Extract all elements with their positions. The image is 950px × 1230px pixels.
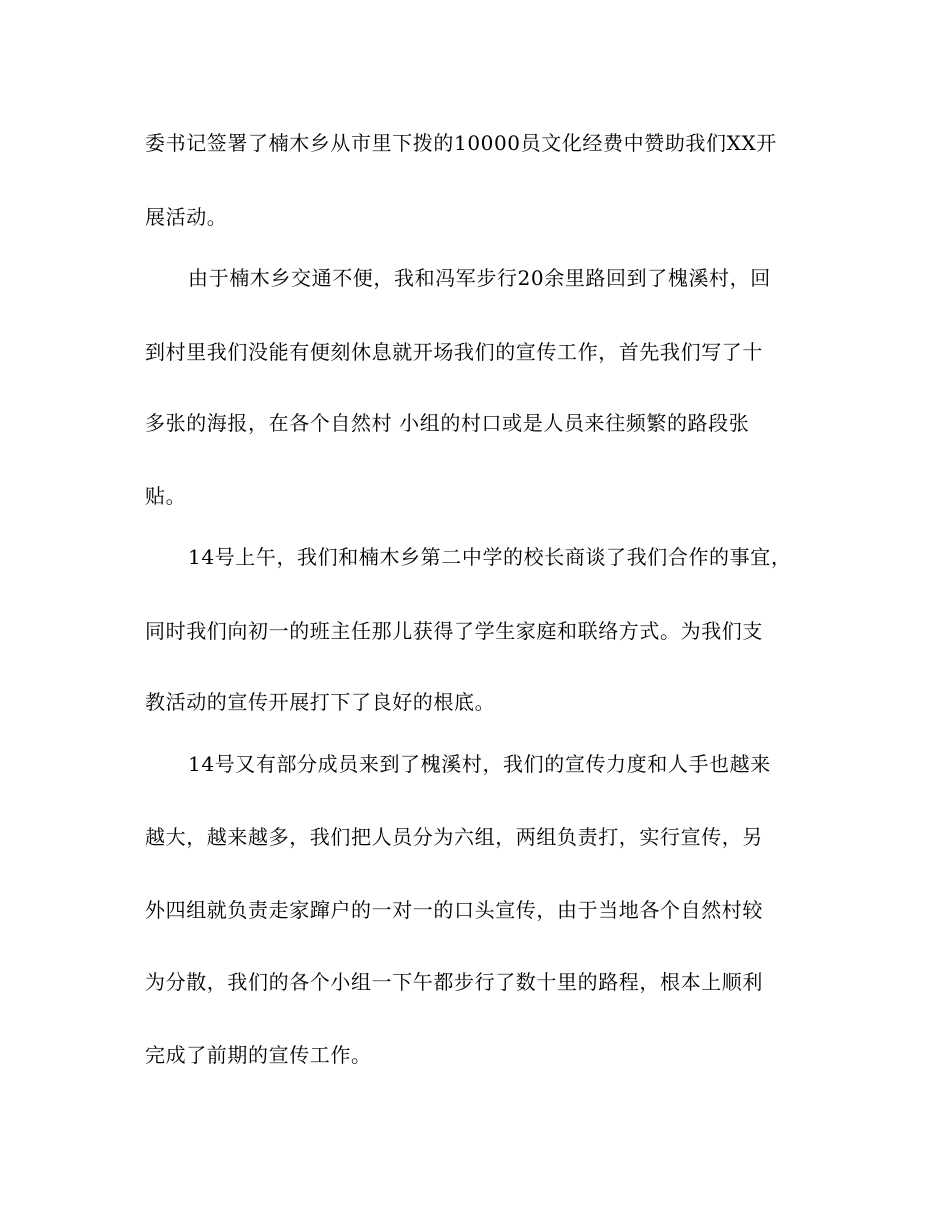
paragraph-line: 同时我们向初一的班主任那儿获得了学生家庭和联络方式。为我们支: [145, 619, 763, 643]
paragraph-line: 委书记签署了楠木乡从市里下拨的10000员文化经费中赞助我们XX开: [145, 131, 777, 155]
paragraph-line: 14号上午，我们和楠木乡第二中学的校长商谈了我们合作的事宜，: [188, 545, 792, 569]
paragraph-line: 教活动的宣传开展打下了良好的根底。: [145, 690, 496, 714]
paragraph-line: 由于楠木乡交通不便，我和冯军步行20余里路回到了槐溪村，回: [188, 266, 771, 290]
paragraph-line: 越大，越来越多，我们把人员分为六组，两组负责打，实行宣传，另: [145, 825, 763, 849]
paragraph-line: 外四组就负责走家蹿户的一对一的口头宣传，由于当地各个自然村较: [145, 898, 763, 922]
paragraph-line: 为分散，我们的各个小组一下午都步行了数十里的路程，根本上顺利: [145, 970, 763, 994]
paragraph-line: 完成了前期的宣传工作。: [145, 1043, 372, 1067]
paragraph-line: 贴。: [145, 484, 187, 508]
paragraph-line: 多张的海报，在各个自然村 小组的村口或是人员来往频繁的路段张: [145, 411, 750, 435]
paragraph-line: 展活动。: [145, 205, 228, 229]
paragraph-line: 14号又有部分成员来到了槐溪村，我们的宣传力度和人手也越来: [188, 752, 771, 776]
paragraph-line: 到村里我们没能有便刻休息就开场我们的宣传工作，首先我们写了十: [145, 340, 763, 364]
